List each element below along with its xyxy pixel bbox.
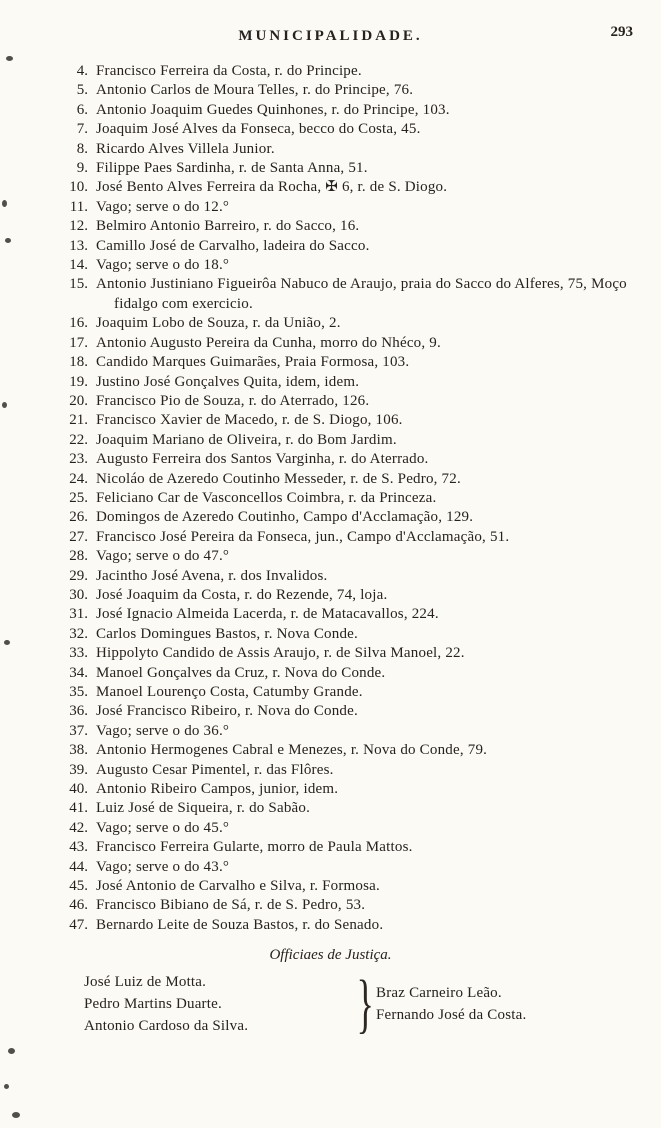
list-item xyxy=(56,334,635,353)
list-item xyxy=(56,508,635,527)
item-text: Antonio Ribeiro Campos, junior, idem. xyxy=(96,781,339,798)
item-text: Antonio Hermogenes Cabral e Menezes, r. Nova do Conde, 79. xyxy=(96,742,488,759)
person-name: Braz Carneiro Leão. xyxy=(376,985,502,1002)
item-number: 41. xyxy=(69,800,88,817)
item-text: Francisco Xavier de Macedo, r. de S. Diogo, 106. xyxy=(96,412,403,429)
item-text: Vago; serve o do 12.° xyxy=(96,198,230,215)
item-number: 18. xyxy=(69,354,88,371)
item-number: 39. xyxy=(69,761,88,778)
item-text: Francisco Bibiano de Sá, r. de S. Pedro, 53. xyxy=(96,897,366,914)
item-number: 23. xyxy=(69,451,88,468)
list-item xyxy=(56,605,635,624)
item-text: Antonio Joaquim Guedes Quinhones, r. do Principe, 103. xyxy=(96,101,450,118)
item-text: Vago; serve o do 18.° xyxy=(96,257,230,274)
item-text: Vago; serve o do 47.° xyxy=(96,548,230,565)
list-item xyxy=(56,780,635,799)
person-name: Pedro Martins Duarte. xyxy=(84,996,222,1013)
item-number: 29. xyxy=(69,567,88,584)
list-item xyxy=(56,431,635,450)
item-number: 24. xyxy=(69,470,88,487)
list-item xyxy=(56,722,635,741)
list-item xyxy=(56,314,635,333)
item-number: 30. xyxy=(69,586,88,603)
justica-columns xyxy=(0,967,661,1041)
member-list xyxy=(0,62,661,935)
item-number: 4. xyxy=(76,63,88,79)
item-number: 27. xyxy=(69,528,88,545)
list-item xyxy=(56,896,635,915)
list-item xyxy=(56,120,635,139)
item-text: Hippolyto Candido de Assis Araujo, r. de Silva Manoel, 22. xyxy=(96,645,465,662)
item-number: 46. xyxy=(69,897,88,914)
person-name: Fernando José da Costa. xyxy=(376,1007,527,1024)
item-text: Manoel Lourenço Costa, Catumby Grande. xyxy=(96,684,363,700)
list-item xyxy=(56,567,635,586)
item-text: Francisco José Pereira da Fonseca, jun., Campo d'Acclamação, 51. xyxy=(96,528,510,545)
item-text: Domingos de Azeredo Coutinho, Campo d'Acclamação, 129. xyxy=(96,509,474,526)
item-number: 12. xyxy=(69,218,88,235)
item-text: Augusto Ferreira dos Santos Varginha, r. do Aterrado. xyxy=(96,451,429,468)
item-text: Carlos Domingues Bastos, r. Nova Conde. xyxy=(96,625,358,642)
item-number: 19. xyxy=(69,373,88,390)
item-text: José Francisco Ribeiro, r. Nova do Conde. xyxy=(96,703,358,720)
item-text: Filippe Paes Sardinha, r. de Santa Anna, 51. xyxy=(96,160,368,177)
list-item xyxy=(56,761,635,780)
page-header-title: MUNICIPALIDADE. xyxy=(238,28,423,44)
item-text: Candido Marques Guimarães, Praia Formosa, 103. xyxy=(96,354,410,371)
item-number: 16. xyxy=(69,315,88,332)
scan-artifact xyxy=(12,1112,20,1118)
list-item xyxy=(56,275,635,314)
item-text: Francisco Pio de Souza, r. do Aterrado, 126. xyxy=(96,392,370,409)
list-item xyxy=(56,877,635,896)
list-item xyxy=(56,353,635,372)
scan-artifact xyxy=(2,200,7,207)
justica-right-column xyxy=(372,982,526,1026)
list-item xyxy=(56,411,635,430)
item-number: 36. xyxy=(69,703,88,720)
page-number: 293 xyxy=(610,24,633,40)
list-item xyxy=(56,470,635,489)
item-number: 44. xyxy=(69,858,88,875)
item-number: 7. xyxy=(76,121,88,138)
item-text: Nicoláo de Azeredo Coutinho Messeder, r. de S. Pedro, 72. xyxy=(96,470,461,487)
list-item xyxy=(56,489,635,508)
scan-artifact xyxy=(4,640,10,645)
item-text: Feliciano Car de Vasconcellos Coimbra, r. da Princeza. xyxy=(96,489,437,506)
item-text: Augusto Cesar Pimentel, r. das Flôres. xyxy=(96,761,334,778)
justica-left-column xyxy=(84,971,352,1037)
list-item xyxy=(56,450,635,469)
item-number: 8. xyxy=(76,140,88,157)
item-number: 42. xyxy=(69,819,88,836)
item-text: Antonio Justiniano Figueirôa Nabuco de Araujo, praia do Sacco do Alferes, 75, Moço fidalgo com exercicio. xyxy=(96,276,627,312)
item-number: 43. xyxy=(69,839,88,856)
item-number: 26. xyxy=(69,509,88,526)
list-item xyxy=(56,373,635,392)
list-item xyxy=(56,664,635,683)
item-text: Vago; serve o do 45.° xyxy=(96,819,230,836)
item-number: 11. xyxy=(69,198,88,215)
list-item xyxy=(56,256,635,275)
scan-artifact xyxy=(6,56,13,61)
item-text: Joaquim Mariano de Oliveira, r. do Bom Jardim. xyxy=(96,431,397,448)
item-number: 45. xyxy=(69,878,88,895)
item-number: 6. xyxy=(76,101,88,118)
list-item xyxy=(56,741,635,760)
item-text: Joaquim José Alves da Fonseca, becco do Costa, 45. xyxy=(96,121,421,138)
item-text: Ricardo Alves Villela Junior. xyxy=(96,140,275,157)
list-item xyxy=(56,683,635,702)
list-item xyxy=(56,819,635,838)
item-number: 17. xyxy=(69,334,88,351)
scan-artifact xyxy=(5,238,11,243)
list-item xyxy=(56,140,635,159)
item-number: 34. xyxy=(69,664,88,681)
item-number: 9. xyxy=(76,160,88,177)
page-header xyxy=(0,24,661,52)
item-text: José Ignacio Almeida Lacerda, r. de Matacavallos, 224. xyxy=(96,606,439,623)
item-text: Luiz José de Siqueira, r. do Sabão. xyxy=(96,800,311,817)
list-item xyxy=(56,799,635,818)
item-text: Belmiro Antonio Barreiro, r. do Sacco, 16. xyxy=(96,218,360,235)
item-number: 22. xyxy=(69,431,88,448)
item-number: 15. xyxy=(69,276,88,293)
person-name: Antonio Cardoso da Silva. xyxy=(84,1018,249,1035)
list-item xyxy=(56,392,635,411)
list-item xyxy=(56,101,635,120)
list-item xyxy=(56,62,635,81)
item-number: 21. xyxy=(69,412,88,429)
item-text: Vago; serve o do 36.° xyxy=(96,722,230,739)
list-item xyxy=(56,644,635,663)
item-number: 31. xyxy=(69,606,88,623)
item-text: Antonio Augusto Pereira da Cunha, morro do Nhéco, 9. xyxy=(96,334,441,351)
item-text: Francisco Ferreira Gularte, morro de Paula Mattos. xyxy=(96,839,413,856)
item-text: Joaquim Lobo de Souza, r. da União, 2. xyxy=(96,315,341,332)
item-number: 5. xyxy=(76,82,88,99)
list-item xyxy=(56,528,635,547)
list-item xyxy=(56,625,635,644)
list-item xyxy=(56,547,635,566)
list-item xyxy=(56,858,635,877)
item-number: 32. xyxy=(69,625,88,642)
item-number: 40. xyxy=(69,781,88,798)
item-number: 35. xyxy=(69,684,88,700)
justica-section xyxy=(0,945,661,1041)
item-number: 10. xyxy=(69,179,88,196)
item-text: José Bento Alves Ferreira da Rocha, ✠ 6, r. de S. Diogo. xyxy=(96,179,448,196)
scan-artifact xyxy=(8,1048,15,1054)
list-item xyxy=(56,237,635,256)
item-number: 47. xyxy=(69,916,88,933)
item-number: 33. xyxy=(69,645,88,662)
item-number: 37. xyxy=(69,722,88,739)
item-text: Jacintho José Avena, r. dos Invalidos. xyxy=(96,567,328,584)
section-heading: Officiaes de Justiça. xyxy=(269,947,392,964)
item-text: Vago; serve o do 43.° xyxy=(96,858,230,875)
list-item xyxy=(56,916,635,935)
scan-artifact xyxy=(4,1084,9,1089)
item-number: 13. xyxy=(69,237,88,254)
item-text: Francisco Ferreira da Costa, r. do Principe. xyxy=(96,63,362,79)
list-item xyxy=(56,586,635,605)
list-item xyxy=(56,159,635,178)
item-text: José Joaquim da Costa, r. do Rezende, 74, loja. xyxy=(96,586,388,603)
item-text: Antonio Carlos de Moura Telles, r. do Principe, 76. xyxy=(96,82,414,99)
item-text: Justino José Gonçalves Quita, idem, idem. xyxy=(96,373,360,390)
list-item xyxy=(56,198,635,217)
scan-artifact xyxy=(2,402,7,408)
item-number: 28. xyxy=(69,548,88,565)
item-text: Bernardo Leite de Souza Bastos, r. do Senado. xyxy=(96,916,384,933)
list-item xyxy=(56,838,635,857)
item-number: 20. xyxy=(69,392,88,409)
list-item xyxy=(56,81,635,100)
person-name: José Luiz de Motta. xyxy=(84,974,207,991)
item-text: Manoel Gonçalves da Cruz, r. Nova do Conde. xyxy=(96,664,386,681)
item-number: 25. xyxy=(69,489,88,506)
list-item xyxy=(56,702,635,721)
item-number: 14. xyxy=(69,257,88,274)
list-item xyxy=(56,178,635,197)
item-text: Camillo José de Carvalho, ladeira do Sacco. xyxy=(96,237,370,254)
list-item xyxy=(56,217,635,236)
brace-glyph: } xyxy=(356,967,374,1041)
item-text: José Antonio de Carvalho e Silva, r. Formosa. xyxy=(96,878,380,895)
item-number: 38. xyxy=(69,742,88,759)
